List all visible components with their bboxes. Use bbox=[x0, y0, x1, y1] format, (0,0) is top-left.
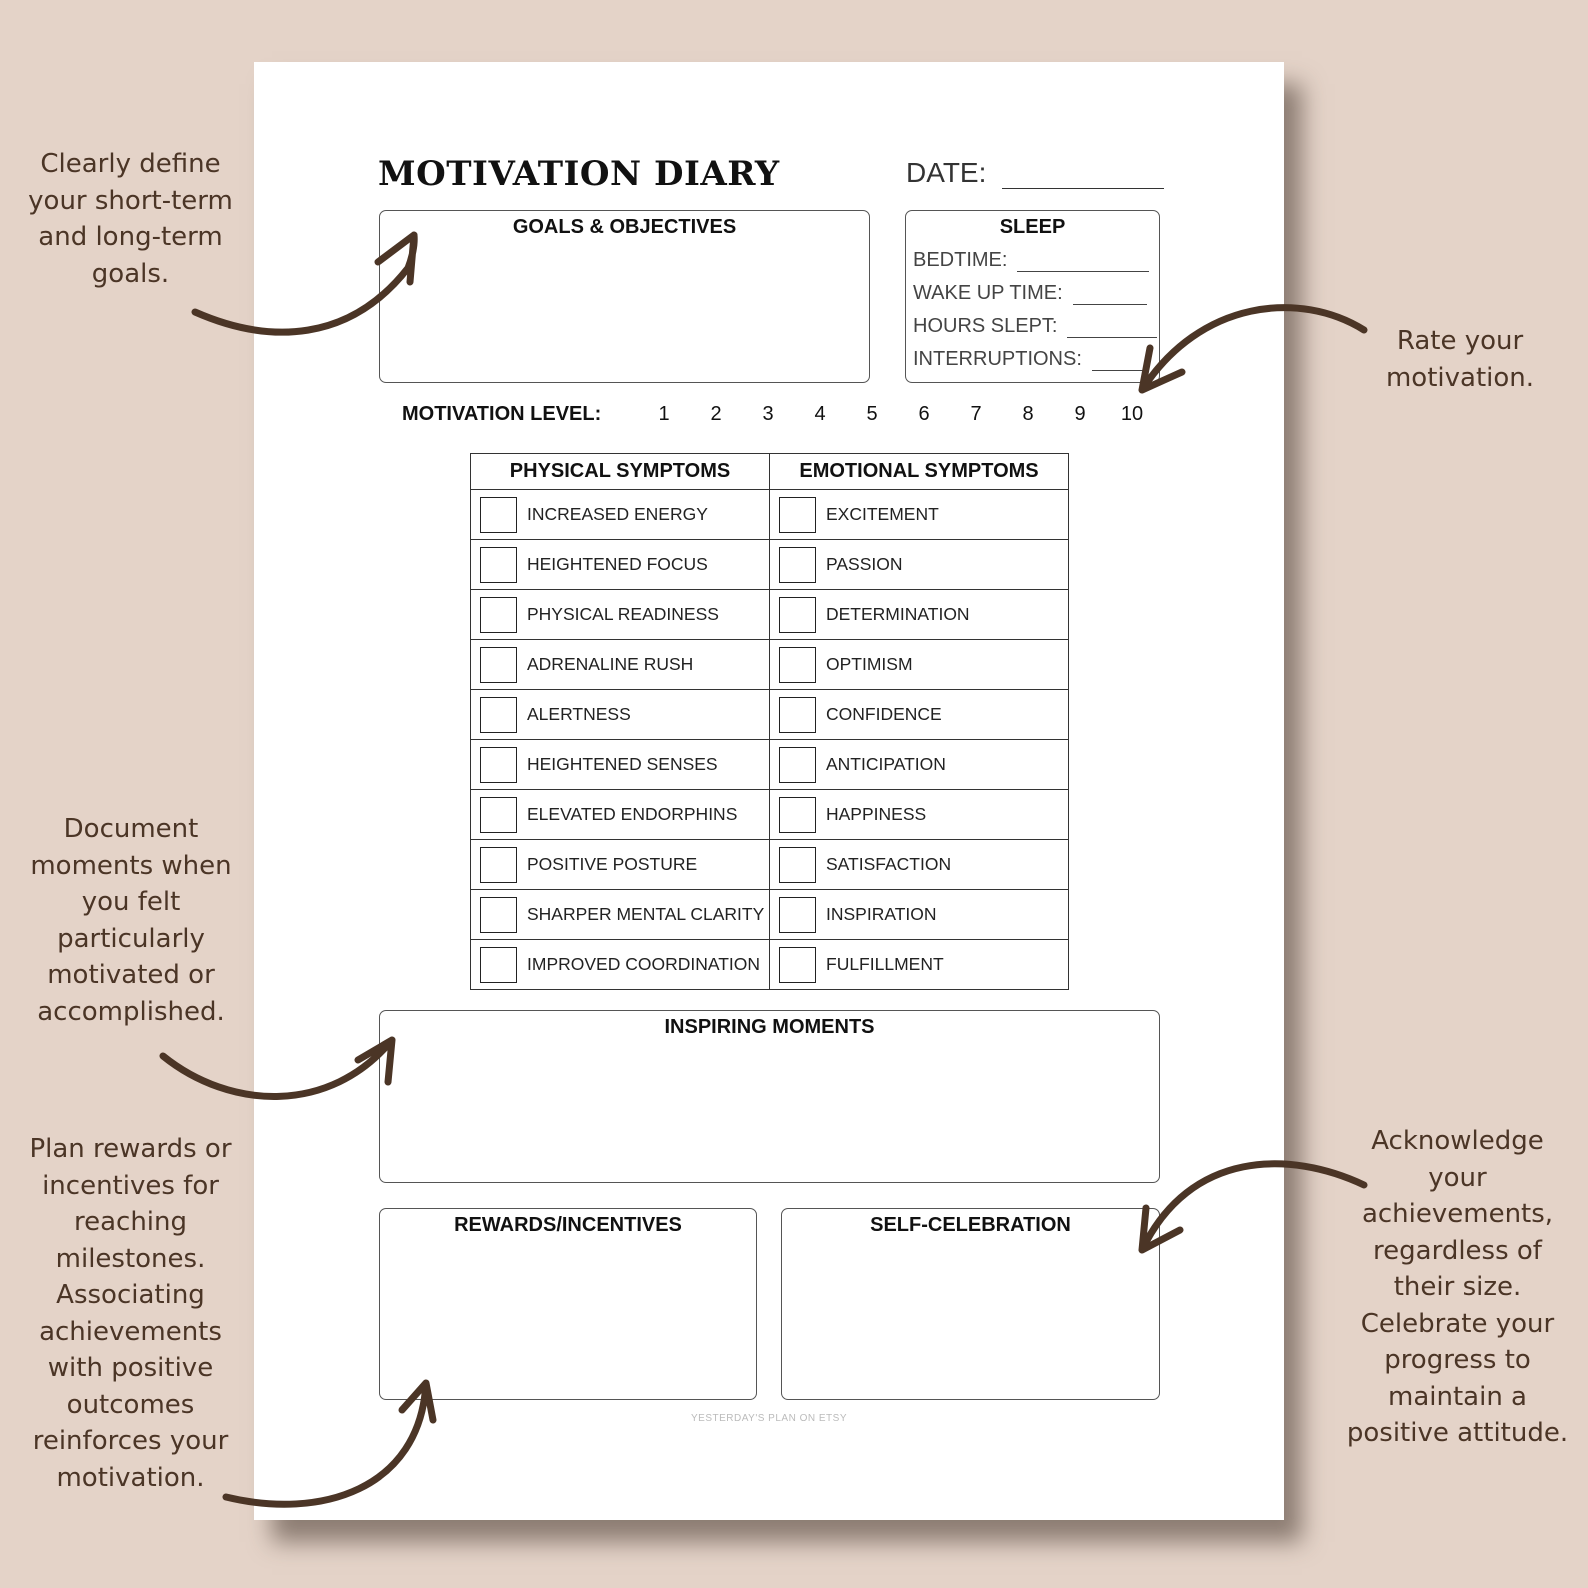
sleep-wakeup-line[interactable] bbox=[1073, 287, 1147, 305]
checkbox[interactable] bbox=[779, 747, 816, 783]
motivation-level-label: MOTIVATION LEVEL: bbox=[402, 403, 602, 425]
sleep-interruptions-label: INTERRUPTIONS: bbox=[913, 348, 1082, 370]
table-row bbox=[471, 940, 1069, 990]
symptom-label: IMPROVED COORDINATION bbox=[527, 954, 761, 974]
checkbox[interactable] bbox=[480, 597, 517, 633]
table-row bbox=[471, 690, 1069, 740]
level-option[interactable]: 4 bbox=[814, 403, 826, 425]
inspiring-moments-title: INSPIRING MOMENTS bbox=[664, 1016, 875, 1038]
symptom-label: ADRENALINE RUSH bbox=[527, 654, 694, 674]
level-option[interactable]: 6 bbox=[918, 403, 930, 425]
checkbox[interactable] bbox=[779, 897, 816, 933]
sleep-hours-label: HOURS SLEPT: bbox=[913, 315, 1058, 337]
checkbox[interactable] bbox=[480, 797, 517, 833]
date-input-line[interactable] bbox=[1002, 165, 1164, 189]
date-label: DATE: bbox=[906, 157, 987, 188]
symptom-label: HAPPINESS bbox=[826, 804, 927, 824]
checkbox[interactable] bbox=[480, 547, 517, 583]
symptom-label: SHARPER MENTAL CLARITY bbox=[527, 904, 765, 924]
checkbox[interactable] bbox=[779, 547, 816, 583]
checkbox[interactable] bbox=[480, 897, 517, 933]
symptom-label: INSPIRATION bbox=[826, 904, 937, 924]
goals-box[interactable] bbox=[379, 210, 870, 383]
checkbox[interactable] bbox=[480, 847, 517, 883]
annotation-rewards: Plan rewards or incentives for reaching milestones. Associating achievements with positive outcomes reinforces your motivation. bbox=[29, 1134, 232, 1493]
physical-symptoms-header: PHYSICAL SYMPTOMS bbox=[471, 454, 770, 490]
level-option[interactable]: 10 bbox=[1120, 403, 1144, 425]
level-option[interactable]: 3 bbox=[762, 403, 774, 425]
level-option[interactable]: 5 bbox=[866, 403, 878, 425]
emotional-symptoms-header: EMOTIONAL SYMPTOMS bbox=[770, 454, 1069, 490]
sleep-bedtime-row bbox=[906, 239, 1159, 272]
symptom-label: PHYSICAL READINESS bbox=[527, 604, 719, 624]
symptom-label: EXCITEMENT bbox=[826, 504, 939, 524]
annotation-moments: Document moments when you felt particularly motivated or accomplished. bbox=[30, 814, 232, 1027]
symptom-label: POSITIVE POSTURE bbox=[527, 854, 698, 874]
table-row bbox=[471, 840, 1069, 890]
checkbox[interactable] bbox=[779, 697, 816, 733]
checkbox[interactable] bbox=[480, 697, 517, 733]
sleep-hours-line[interactable] bbox=[1067, 320, 1157, 338]
sleep-wakeup-row bbox=[906, 272, 1159, 305]
table-row bbox=[471, 590, 1069, 640]
page-title: MOTIVATION DIARY bbox=[378, 154, 780, 194]
self-celebration-title: SELF-CELEBRATION bbox=[870, 1214, 1071, 1236]
table-row bbox=[471, 640, 1069, 690]
level-option[interactable]: 2 bbox=[710, 403, 722, 425]
rewards-box[interactable] bbox=[379, 1208, 757, 1400]
symptom-label: OPTIMISM bbox=[826, 654, 913, 674]
inspiring-moments-box[interactable] bbox=[379, 1010, 1160, 1183]
sleep-interruptions-line[interactable] bbox=[1092, 353, 1148, 371]
checkbox[interactable] bbox=[779, 947, 816, 983]
sleep-bedtime-line[interactable] bbox=[1017, 254, 1149, 272]
symptom-label: FULFILLMENT bbox=[826, 954, 944, 974]
symptom-label: HEIGHTENED SENSES bbox=[527, 754, 718, 774]
motivation-level bbox=[402, 403, 1158, 426]
symptom-label: SATISFACTION bbox=[826, 854, 952, 874]
level-option[interactable]: 9 bbox=[1074, 403, 1086, 425]
sleep-interruptions-row bbox=[906, 338, 1159, 371]
sleep-bedtime-label: BEDTIME: bbox=[913, 249, 1008, 271]
checkbox[interactable] bbox=[779, 597, 816, 633]
sleep-wakeup-label: WAKE UP TIME: bbox=[913, 282, 1063, 304]
sleep-hours-row bbox=[906, 305, 1159, 338]
table-row bbox=[471, 490, 1069, 540]
annotation-motivation: Rate your motivation. bbox=[1385, 326, 1535, 393]
level-option[interactable]: 1 bbox=[658, 403, 670, 425]
checkbox[interactable] bbox=[779, 647, 816, 683]
checkbox[interactable] bbox=[779, 797, 816, 833]
symptom-label: DETERMINATION bbox=[826, 604, 970, 624]
checkbox[interactable] bbox=[480, 497, 517, 533]
table-row bbox=[471, 890, 1069, 940]
symptom-label: ELEVATED ENDORPHINS bbox=[527, 804, 738, 824]
rewards-title: REWARDS/INCENTIVES bbox=[454, 1214, 682, 1236]
symptom-label: ANTICIPATION bbox=[826, 754, 946, 774]
symptom-label: PASSION bbox=[826, 554, 903, 574]
self-celebration-box[interactable] bbox=[781, 1208, 1160, 1400]
annotation-goals: Clearly define your short-term and long-term goals. bbox=[28, 149, 233, 289]
table-row bbox=[471, 740, 1069, 790]
checkbox[interactable] bbox=[779, 497, 816, 533]
annotation-celebration: Acknowledge your achievements, regardless of their size. Celebrate your progress to maintain a positive attitude. bbox=[1346, 1126, 1569, 1448]
level-option[interactable]: 8 bbox=[1022, 403, 1034, 425]
symptom-label: CONFIDENCE bbox=[826, 704, 942, 724]
checkbox[interactable] bbox=[779, 847, 816, 883]
symptoms-table bbox=[470, 453, 1069, 990]
footer-credit: YESTERDAY'S PLAN ON ETSY bbox=[691, 1413, 847, 1424]
goals-title: GOALS & OBJECTIVES bbox=[512, 216, 737, 238]
symptom-label: INCREASED ENERGY bbox=[527, 504, 708, 524]
symptom-label: ALERTNESS bbox=[527, 704, 631, 724]
checkbox[interactable] bbox=[480, 747, 517, 783]
checkbox[interactable] bbox=[480, 647, 517, 683]
level-option[interactable]: 7 bbox=[970, 403, 982, 425]
table-row bbox=[471, 790, 1069, 840]
sleep-title: SLEEP bbox=[999, 216, 1066, 238]
table-row bbox=[471, 540, 1069, 590]
checkbox[interactable] bbox=[480, 947, 517, 983]
sleep-box bbox=[905, 210, 1160, 383]
symptom-label: HEIGHTENED FOCUS bbox=[527, 554, 708, 574]
diary-page bbox=[254, 62, 1284, 1520]
date-field bbox=[906, 157, 1164, 189]
